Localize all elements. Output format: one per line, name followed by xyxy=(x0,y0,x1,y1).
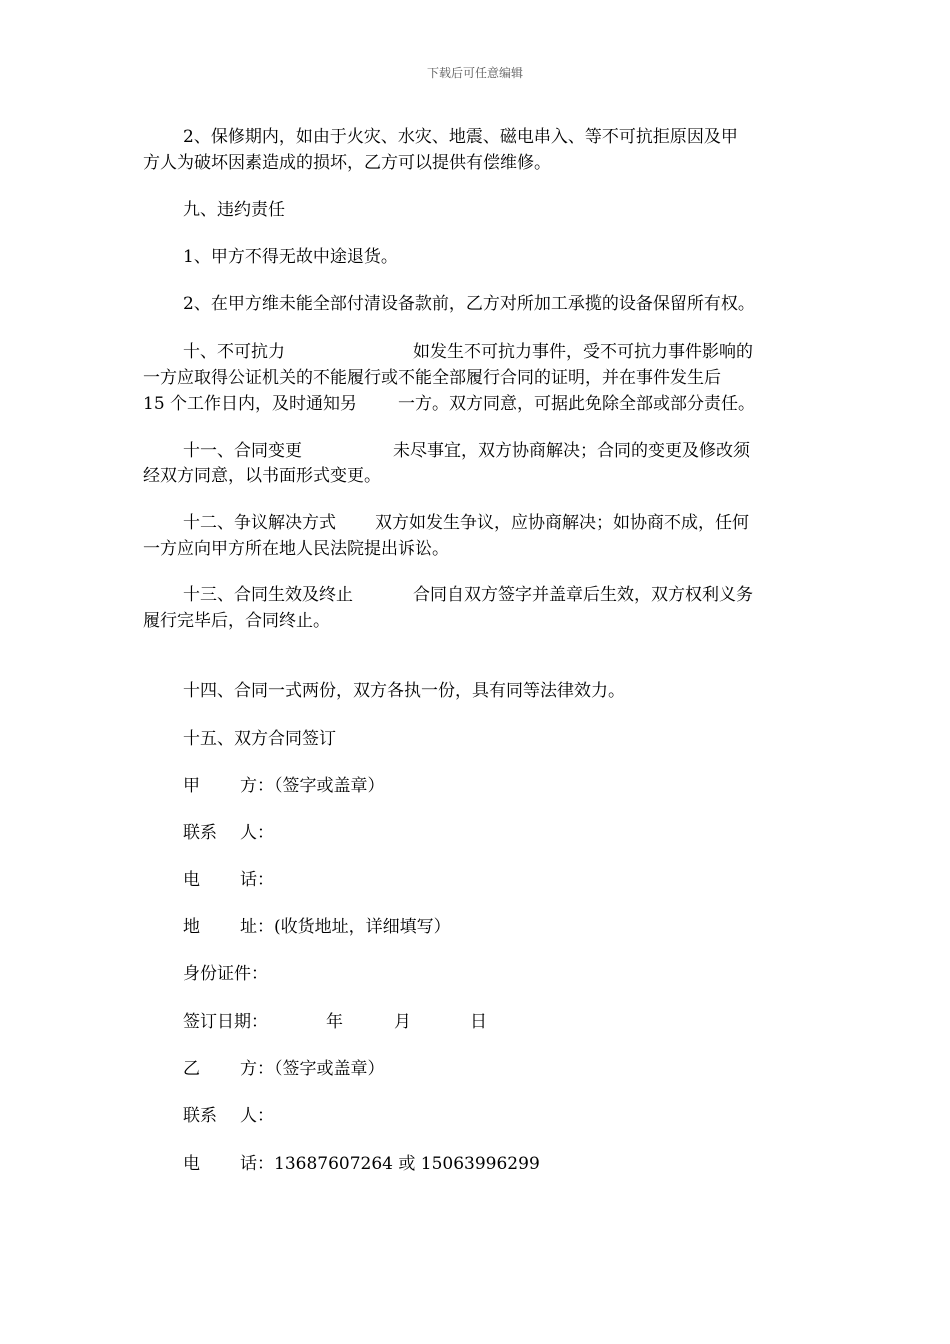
party-b-label: 乙 xyxy=(183,1059,200,1079)
contact-b-value: 人： xyxy=(240,1106,274,1126)
section-13-line-2: 履行完毕后，合同终止。 xyxy=(143,611,330,631)
address-a-label: 地 xyxy=(183,917,200,937)
section-10-heading: 十、不可抗力 xyxy=(183,342,285,362)
page-header: 下载后可任意编辑 xyxy=(426,66,523,80)
section-11-line-2: 经双方同意，以书面形式变更。 xyxy=(143,466,381,486)
phone-b-label: 电 xyxy=(183,1154,200,1174)
section-13-heading: 十三、合同生效及终止 xyxy=(183,585,353,605)
section-9-heading: 九、违约责任 xyxy=(183,200,285,220)
section-10-line-2: 一方应取得公证机关的不能履行或不能全部履行合同的证明，并在事件发生后 xyxy=(143,368,721,388)
clause-8-2-line-2: 方人为破坏因素造成的损坏，乙方可以提供有偿维修。 xyxy=(143,153,551,173)
contact-a-value: 人： xyxy=(240,823,274,843)
clause-9-2: 2、在甲方维未能全部付清设备款前，乙方对所加工承揽的设备保留所有权。 xyxy=(183,294,755,314)
section-11-heading: 十一、合同变更 xyxy=(183,441,302,461)
sign-date-day: 日 xyxy=(470,1012,487,1032)
phone-b-value: 话：13687607264 或 15063996299 xyxy=(240,1154,540,1174)
section-12-line-1: 双方如发生争议，应协商解决；如协商不成，任何 xyxy=(375,513,749,533)
party-a-value: 方：（签字或盖章） xyxy=(240,776,385,796)
sign-date-month: 月 xyxy=(394,1012,411,1032)
party-a-label: 甲 xyxy=(183,776,200,796)
section-10-line-3b: 一方。双方同意，可据此免除全部或部分责任。 xyxy=(398,394,755,414)
sign-date-label: 签订日期： xyxy=(183,1012,268,1032)
section-11-line-1: 未尽事宜，双方协商解决；合同的变更及修改须 xyxy=(393,441,750,461)
section-12-line-2: 一方应向甲方所在地人民法院提出诉讼。 xyxy=(143,539,449,559)
id-a-label: 身份证件： xyxy=(183,964,268,984)
party-b-value: 方：（签字或盖章） xyxy=(240,1059,385,1079)
section-15-heading: 十五、双方合同签订 xyxy=(183,729,336,749)
section-13-line-1: 合同自双方签字并盖章后生效，双方权利义务 xyxy=(413,585,753,605)
clause-8-2-line-1: 2、保修期内，如由于火灾、水灾、地震、磁电串入、等不可抗拒原因及甲 xyxy=(183,127,738,147)
phone-a-label: 电 xyxy=(183,870,200,890)
section-14: 十四、合同一式两份，双方各执一份，具有同等法律效力。 xyxy=(183,681,625,701)
section-10-line-1: 如发生不可抗力事件，受不可抗力事件影响的 xyxy=(413,342,753,362)
section-12-heading: 十二、争议解决方式 xyxy=(183,513,336,533)
contact-b-label: 联系 xyxy=(183,1106,217,1126)
address-a-value: 址：(收货地址，详细填写） xyxy=(240,917,451,937)
contact-a-label: 联系 xyxy=(183,823,217,843)
section-10-line-3a: 15 个工作日内，及时通知另 xyxy=(143,394,358,414)
phone-a-value: 话： xyxy=(240,870,274,890)
clause-9-1: 1、甲方不得无故中途退货。 xyxy=(183,247,398,267)
sign-date-year: 年 xyxy=(326,1012,343,1032)
